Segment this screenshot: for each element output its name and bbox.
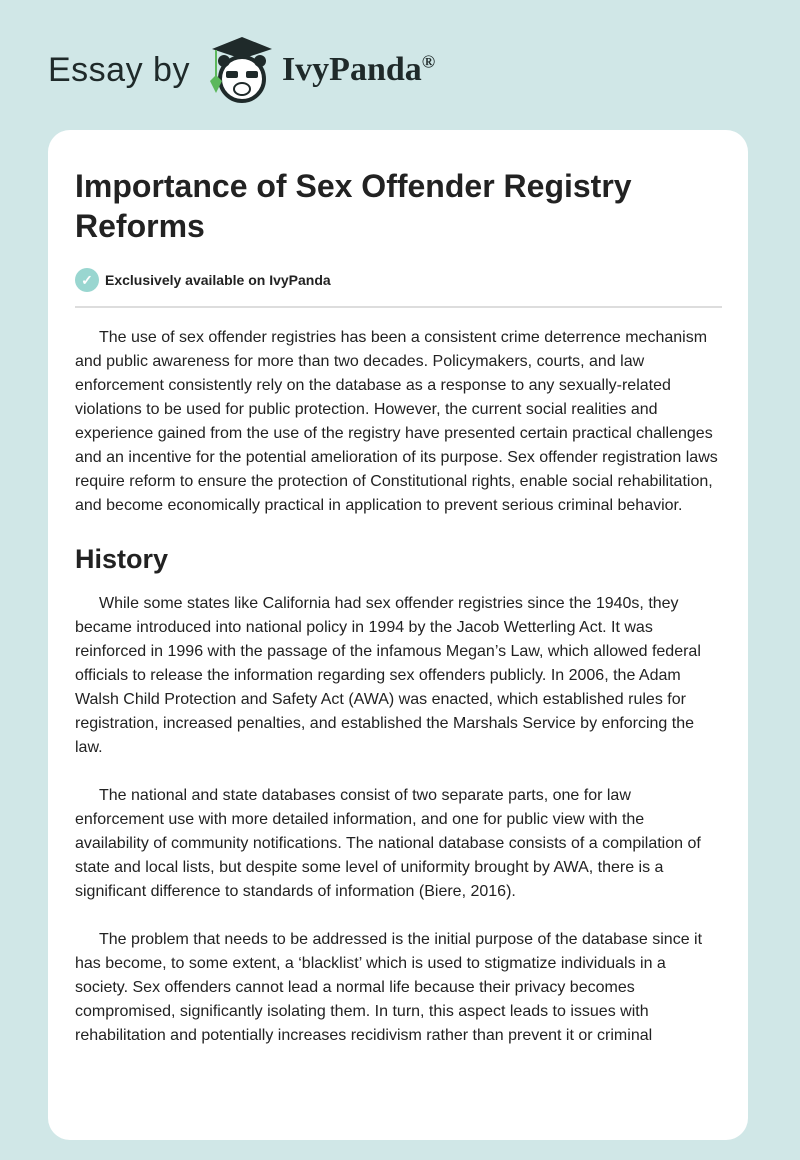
exclusive-label: Exclusively available on IvyPanda [105,272,331,288]
section-heading-history: History [75,544,169,574]
site-header [48,30,435,110]
registered-mark: ® [421,51,436,72]
body-paragraph: While some states like California had sex offender registries since the 1940s, they became introduced into national policy in 1994 by the Jacob Wetterling Act. It was reinforced in 1996 with the passage of the infamous Megan’s Law, which allowed federal officials to release the information regarding sex offenders publicly. In 2006, the Adam Walsh Child Protection and Safety Act (AWA) was enacted, which established rules for registration, increased penalties, and established the Marshals Service by enforcing the law. [75,595,701,756]
divider [75,306,722,308]
check-icon: ✓ [75,268,99,292]
essay-card [48,130,748,1140]
brand-text: IvyPanda [281,51,422,88]
panda-logo-icon[interactable] [208,35,274,105]
essay-by-label: Essay by [48,50,190,89]
page-title: Importance of Sex Offender Registry Reforms [75,168,632,244]
exclusive-badge [75,268,722,292]
body-paragraph: The problem that needs to be addressed is the initial purpose of the database since it has become, to some extent, a ‘blacklist’ which is used to stigmatize individuals in a society. Sex offenders cannot lead a normal life because their privacy becomes compromised, significantly isolating them. In turn, this aspect leads to issues with rehabilitation and potentially increases recidivism rather than prevent it or criminal [75,931,703,1044]
body-paragraph: The national and state databases consist of two separate parts, one for law enforcement use with more detailed information, and one for public view with the availability of community notifications. The national database consists of a compilation of state and local lists, but despite some level of uniformity brought by AWA, there is a significant difference to standards of information (Biere, 2016). [75,787,701,900]
intro-paragraph: The use of sex offender registries has been a consistent crime deterrence mechanism and public awareness for more than two decades. Policymakers, courts, and law enforcement consistently rely on the database as a response to any sexually-related violations to be used for public protection. However, the current social realities and experience gained from the use of the registry have presented certain practical challenges and an incentive for the potential amelioration of its purpose. Sex offender registration laws require reform to ensure the protection of Constitutional rights, enable social rehabilitation, and become economically practical in application to prevent serious criminal behavior. [75,329,718,514]
brand-name[interactable] [282,51,435,89]
